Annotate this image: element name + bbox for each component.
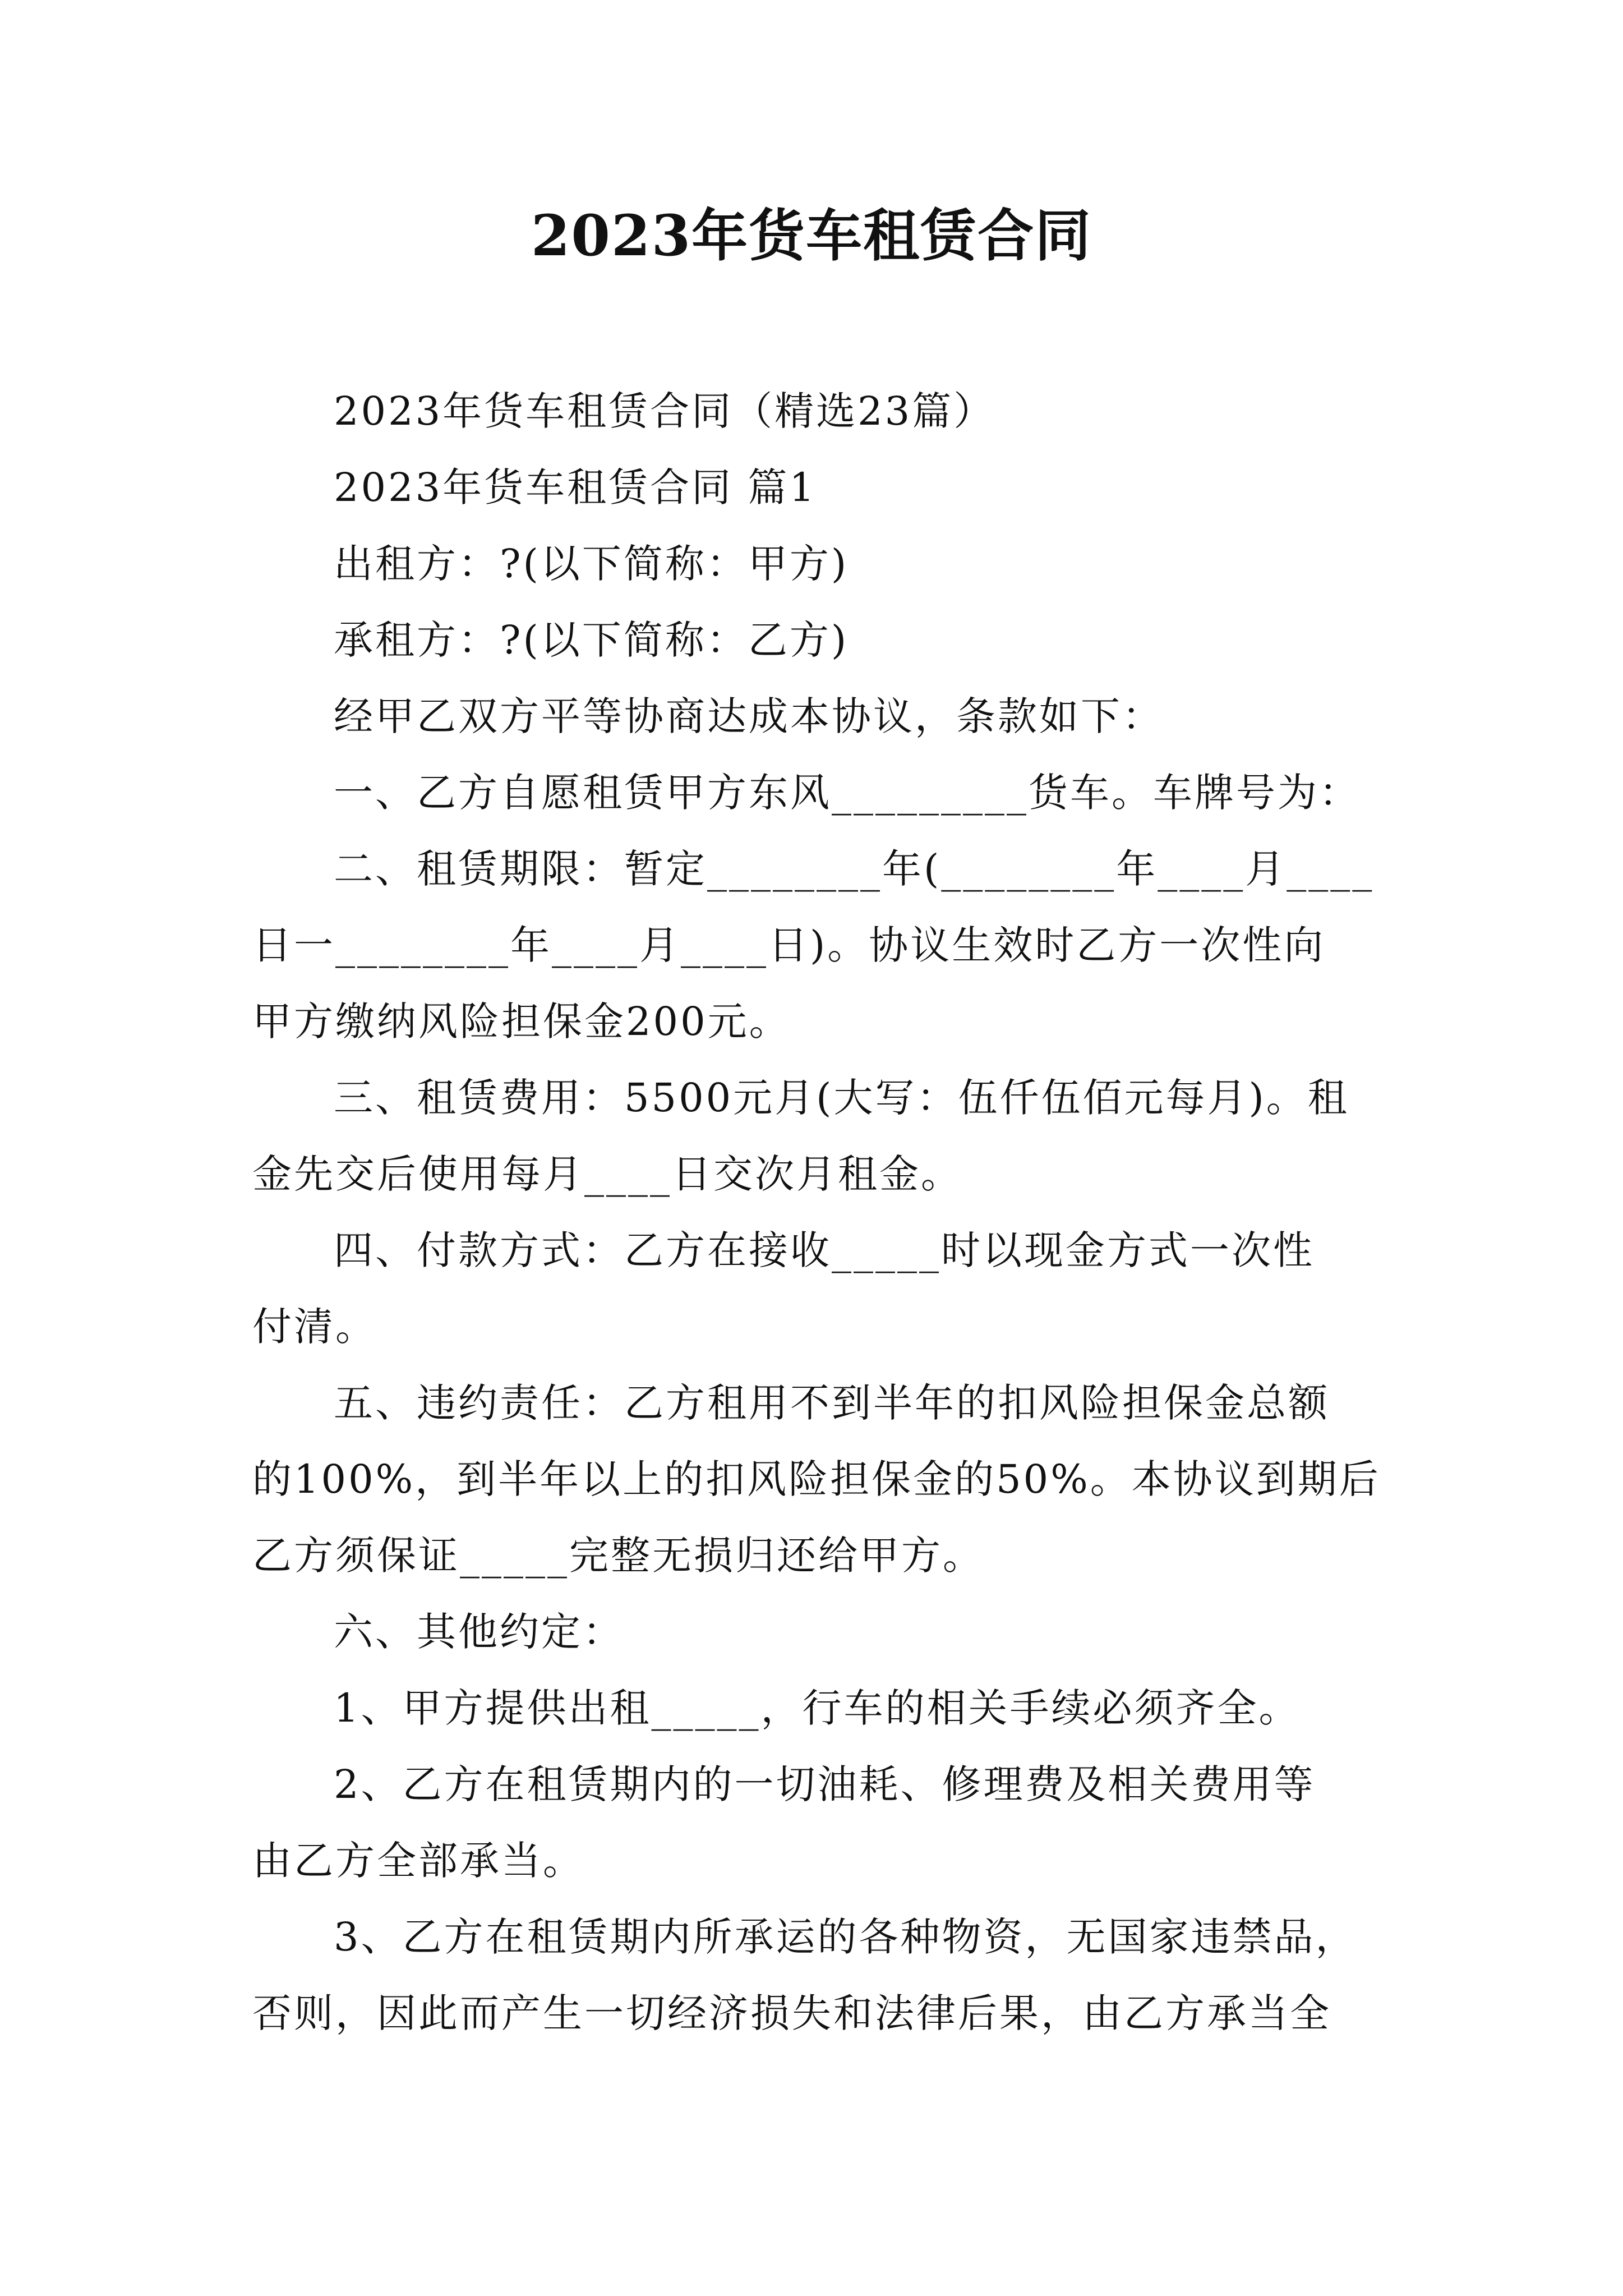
text-line: 二、租赁期限：暂定________年(________年____月____: [334, 846, 1375, 892]
text-line: 甲方缴纳风险担保金200元。: [252, 999, 791, 1045]
document-body: [252, 373, 1385, 2051]
text-line: 出租方：?(以下简称：甲方): [334, 541, 849, 587]
text-line: 六、其他约定：: [334, 1609, 624, 1655]
text-line: 一、乙方自愿租赁甲方东风_________货车。车牌号为：: [334, 770, 1361, 816]
text-line: 2、乙方在租赁期内的一切油耗、修理费及相关费用等: [334, 1761, 1316, 1807]
text-line: 四、付款方式：乙方在接收_____时以现金方式一次性: [334, 1227, 1315, 1273]
text-line: 乙方须保证_____完整无损归还给甲方。: [252, 1533, 984, 1579]
document-title: 2023年货车租赁合同: [531, 203, 1092, 269]
text-line: 经甲乙双方平等协商达成本协议，条款如下：: [334, 693, 1164, 739]
text-line: 2023年货车租赁合同（精选23篇）: [334, 388, 995, 434]
text-line: 的100%，到半年以上的扣风险担保金的50%。本协议到期后: [252, 1456, 1381, 1502]
text-line: 日一________年____月____日)。协议生效时乙方一次性向: [252, 922, 1326, 968]
text-line: 承租方：?(以下简称：乙方): [334, 617, 849, 663]
text-line: 金先交后使用每月____日交次月租金。: [252, 1151, 962, 1197]
text-line: 1、甲方提供出租_____，行车的相关手续必须齐全。: [334, 1685, 1301, 1731]
text-line: 三、租赁费用：5500元月(大写：伍仟伍佰元每月)。租: [334, 1075, 1349, 1121]
text-line: 五、违约责任：乙方租用不到半年的扣风险担保金总额: [334, 1380, 1330, 1426]
text-line: 付清。: [252, 1304, 377, 1350]
text-line: 由乙方全部承当。: [252, 1838, 584, 1884]
text-line: 2023年货车租赁合同 篇1: [334, 464, 817, 510]
text-line: 3、乙方在租赁期内所承运的各种物资，无国家违禁品，: [334, 1914, 1357, 1960]
text-line: 否则，因此而产生一切经济损失和法律后果，由乙方承当全: [252, 1990, 1331, 2036]
